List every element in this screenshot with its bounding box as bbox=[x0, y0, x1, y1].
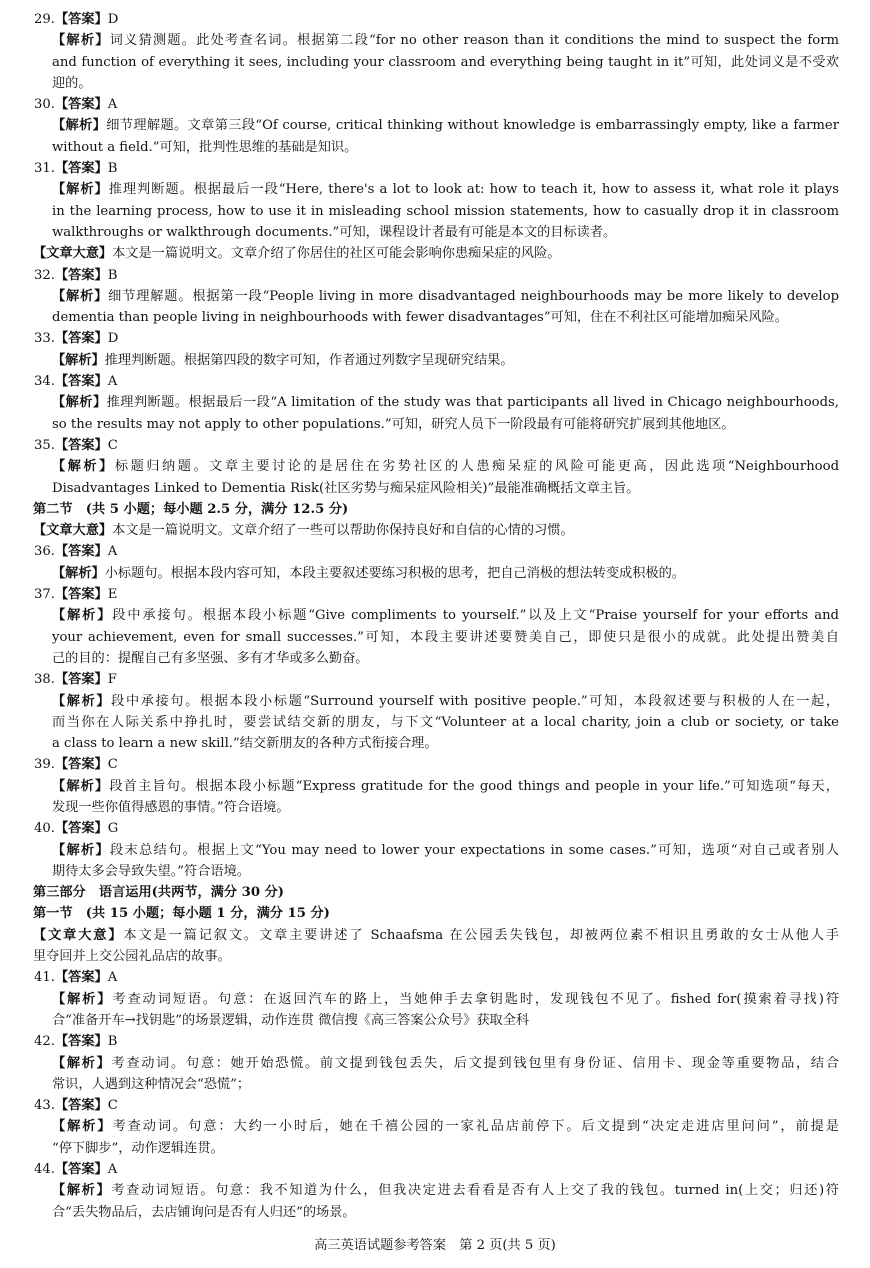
summary-label: 【文章大意】 bbox=[33, 523, 113, 539]
answer-label: 【答案】 bbox=[54, 1034, 108, 1050]
explanation-text: 考查动词短语。句意：在返回汽车的路上，当她伸手去拿钥匙时，发现钱包不见了。fished for(摸索着寻找)符 bbox=[112, 991, 839, 1007]
explanation-line bbox=[52, 1202, 839, 1223]
explanation-text: 合“丢失物品后，去店铺询问是否有人归还”的场景。 bbox=[52, 1204, 356, 1220]
explanation-text: 段末总结句。根据上文“You may need to lower your expectations in some cases.”可知，选项“对自己或者别人 bbox=[110, 842, 839, 858]
answer-line bbox=[33, 9, 839, 30]
answer-label: 【答案】 bbox=[54, 587, 108, 603]
answer-label: 【答案】 bbox=[54, 97, 108, 113]
answer-value: A bbox=[107, 374, 118, 390]
question-number: 31. bbox=[34, 161, 55, 177]
answer-line bbox=[33, 371, 839, 392]
question-number: 36. bbox=[34, 544, 55, 560]
explanation-line bbox=[52, 456, 839, 477]
answer-document bbox=[33, 9, 839, 1223]
explanation-text: 细节理解题。文章第三段“Of course, critical thinking without knowledge is embarrassingly empty, like a farmer bbox=[106, 118, 839, 134]
explanation-text: 迎的。 bbox=[52, 75, 92, 91]
answer-label: 【答案】 bbox=[54, 672, 108, 688]
explanation-text: 己的目的：提醒自己有多坚强、多有才华或多么勤奋。 bbox=[52, 650, 369, 666]
question-number: 38. bbox=[34, 672, 55, 688]
explanation-block bbox=[33, 456, 839, 499]
summary-line bbox=[33, 520, 839, 541]
answer-value: A bbox=[107, 970, 118, 986]
answer-value: C bbox=[107, 757, 118, 773]
explanation-line bbox=[52, 563, 839, 584]
explanation-line bbox=[52, 1074, 839, 1095]
explanation-block bbox=[33, 776, 839, 819]
explanation-block bbox=[33, 1053, 839, 1096]
question-number: 35. bbox=[34, 437, 55, 453]
explanation-block bbox=[33, 392, 839, 435]
question-number: 29. bbox=[34, 12, 55, 27]
explanation-line bbox=[52, 776, 839, 797]
answer-label: 【答案】 bbox=[54, 544, 108, 560]
explanation-text: 词义猜测题。此处考查名词。根据第二段“for no other reason than it conditions the mind to suspect the form bbox=[109, 33, 839, 49]
explanation-line bbox=[52, 691, 839, 712]
explanation-text: 而当你在人际关系中挣扎时，要尝试结交新的朋友，与下文“Volunteer at a local charity, join a club or society, or take bbox=[52, 714, 839, 730]
explanation-label: 【解析】 bbox=[52, 842, 111, 858]
answer-line bbox=[33, 94, 839, 115]
summary-block bbox=[33, 925, 839, 968]
answer-value: A bbox=[107, 544, 118, 560]
answer-value: D bbox=[107, 12, 119, 27]
answer-value: F bbox=[107, 672, 117, 688]
explanation-line bbox=[52, 222, 839, 243]
explanation-line bbox=[52, 1116, 839, 1137]
answer-value: B bbox=[107, 1034, 118, 1050]
answer-line bbox=[33, 584, 839, 605]
explanation-text: 合“准备开车→找钥匙”的场景逻辑，动作连贯 微信搜《高三答案公众号》获取全科 bbox=[52, 1012, 530, 1028]
answer-line bbox=[33, 435, 839, 456]
explanation-label: 【解析】 bbox=[52, 395, 107, 411]
explanation-label: 【解析】 bbox=[52, 565, 105, 581]
answer-label: 【答案】 bbox=[54, 1098, 108, 1114]
answer-value: C bbox=[107, 1098, 118, 1114]
explanation-text: 段中承接句。根据本段小标题“Surround yourself with positive people.”可知，本段叙述要与积极的人在一起， bbox=[111, 693, 839, 709]
explanation-line bbox=[52, 30, 839, 51]
answer-label: 【答案】 bbox=[54, 970, 108, 986]
explanation-text: 细节理解题。根据第一段“People living in more disadvantaged neighbourhoods may be more likely to develop bbox=[108, 288, 839, 304]
answer-line bbox=[33, 265, 839, 286]
answer-line bbox=[33, 1031, 839, 1052]
question-number: 39. bbox=[34, 757, 55, 773]
answer-label: 【答案】 bbox=[54, 437, 108, 453]
explanation-text: 推理判断题。根据最后一段“Here, there's a lot to look at: how to teach it, how to assess it, what role it plays bbox=[108, 182, 839, 198]
summary-line bbox=[33, 946, 839, 967]
question-number: 32. bbox=[34, 267, 55, 283]
explanation-line bbox=[52, 350, 839, 371]
explanation-text: 小标题句。根据本段内容可知，本段主要叙述要练习积极的思考，把自己消极的想法转变成积极的。 bbox=[104, 565, 685, 581]
summary-text: 里夺回并上交公园礼品店的故事。 bbox=[33, 949, 231, 965]
explanation-line bbox=[52, 286, 839, 307]
explanation-text: 段首主旨句。根据本段小标题“Express gratitude for the good things and people in your life.”可知选项“每天， bbox=[109, 778, 839, 794]
explanation-line bbox=[52, 478, 839, 499]
explanation-line bbox=[52, 1180, 839, 1201]
summary-label: 【文章大意】 bbox=[33, 246, 113, 262]
answer-label: 【答案】 bbox=[54, 821, 108, 837]
explanation-block bbox=[33, 691, 839, 755]
explanation-line bbox=[52, 414, 839, 435]
explanation-label: 【解析】 bbox=[52, 352, 105, 368]
explanation-text: so the results may not apply to other populations.”可知，研究人员下一阶段最有可能将研究扩展到其他地区。 bbox=[52, 416, 735, 432]
section-heading: 第二节 (共 5 小题；每小题 2.5 分，满分 12.5 分) bbox=[33, 501, 349, 517]
question-number: 40. bbox=[34, 821, 55, 837]
explanation-block bbox=[33, 989, 839, 1032]
question-number: 34. bbox=[34, 374, 55, 390]
summary-line bbox=[33, 243, 839, 264]
explanation-block bbox=[33, 1180, 839, 1223]
explanation-label: 【解析】 bbox=[52, 288, 109, 304]
answer-value: B bbox=[107, 267, 118, 283]
explanation-line bbox=[52, 179, 839, 200]
question-number: 33. bbox=[34, 331, 55, 347]
explanation-block bbox=[33, 179, 839, 243]
answer-value: A bbox=[107, 97, 118, 113]
explanation-text: 推理判断题。根据最后一段“A limitation of the study was that participants all lived in Chicago neighbourhoods, bbox=[106, 395, 839, 411]
answer-line bbox=[33, 754, 839, 775]
explanation-line bbox=[52, 989, 839, 1010]
explanation-label: 【解析】 bbox=[52, 459, 115, 475]
answer-value: E bbox=[107, 587, 118, 603]
explanation-text: 考查动词。句意：她开始恐慌。前文提到钱包丢失，后文提到钱包里有身份证、信用卡、现金等重要物品，结合 bbox=[111, 1055, 839, 1071]
answer-line bbox=[33, 1095, 839, 1116]
answer-line bbox=[33, 818, 839, 839]
explanation-line bbox=[52, 137, 839, 158]
explanation-line bbox=[52, 52, 839, 73]
explanation-text: “停下脚步”，动作逻辑连贯。 bbox=[52, 1140, 224, 1156]
question-number: 43. bbox=[34, 1098, 55, 1114]
explanation-line bbox=[52, 392, 839, 413]
answer-line bbox=[33, 1159, 839, 1180]
explanation-line bbox=[52, 648, 839, 669]
explanation-label: 【解析】 bbox=[52, 693, 112, 709]
answer-label: 【答案】 bbox=[54, 161, 108, 177]
explanation-text: 考查动词短语。句意：我不知道为什么，但我决定进去看看是否有人上交了我的钱包。turned in(上交；归还)符 bbox=[111, 1183, 839, 1199]
explanation-line bbox=[52, 115, 839, 136]
explanation-line bbox=[52, 201, 839, 222]
explanation-text: 发现一些你值得感恩的事情。”符合语境。 bbox=[52, 799, 290, 815]
explanation-line bbox=[52, 712, 839, 733]
explanation-block bbox=[33, 350, 839, 371]
explanation-block bbox=[33, 286, 839, 329]
explanation-text: 常识，人遇到这种情况会“恐慌”； bbox=[52, 1076, 251, 1092]
explanation-block bbox=[33, 115, 839, 158]
explanation-text: 期待太多会导致失望。”符合语境。 bbox=[52, 863, 250, 879]
answer-line bbox=[33, 328, 839, 349]
explanation-label: 【解析】 bbox=[52, 1055, 112, 1071]
explanation-label: 【解析】 bbox=[52, 608, 113, 624]
explanation-line bbox=[52, 307, 839, 328]
summary-text: 本文是一篇记叙文。文章主要讲述了 Schaafsma 在公园丢失钱包，却被两位素不相识且勇敢的女士从他人手 bbox=[123, 927, 839, 943]
question-number: 37. bbox=[34, 587, 55, 603]
answer-value: G bbox=[107, 821, 119, 837]
section-heading: 第三部分 语言运用(共两节，满分 30 分) bbox=[33, 885, 285, 901]
explanation-block bbox=[33, 840, 839, 883]
answer-line bbox=[33, 967, 839, 988]
answer-value: D bbox=[107, 331, 119, 347]
answer-line bbox=[33, 158, 839, 179]
answer-label: 【答案】 bbox=[54, 757, 108, 773]
explanation-block bbox=[33, 30, 839, 94]
explanation-line bbox=[52, 605, 839, 626]
explanation-line bbox=[52, 1010, 839, 1031]
explanation-label: 【解析】 bbox=[52, 33, 110, 49]
section-heading: 第一节 (共 15 小题；每小题 1 分，满分 15 分) bbox=[33, 906, 330, 922]
page-footer: 高三英语试题参考答案 第 2 页(共 5 页) bbox=[314, 1238, 556, 1253]
explanation-text: a class to learn a new skill.”结交新朋友的各种方式衔接合理。 bbox=[52, 736, 438, 752]
summary-text: 本文是一篇说明文。文章介绍了一些可以帮助你保持良好和自信的心情的习惯。 bbox=[112, 523, 574, 539]
answer-label: 【答案】 bbox=[54, 374, 108, 390]
explanation-text: Disadvantages Linked to Dementia Risk(社区劣势与痴呆症风险相关)”最能准确概括文章主旨。 bbox=[52, 480, 640, 496]
answer-label: 【答案】 bbox=[54, 267, 108, 283]
explanation-label: 【解析】 bbox=[52, 1183, 112, 1199]
explanation-label: 【解析】 bbox=[52, 118, 107, 134]
explanation-label: 【解析】 bbox=[52, 991, 113, 1007]
explanation-text: in the learning process, how to use it in misleading school mission statements, how to casually drop it in classroom bbox=[52, 203, 839, 219]
explanation-text: dementia than people living in neighbourhoods with fewer disadvantages”可知，住在不利社区可能增加痴呆风险。 bbox=[52, 310, 788, 326]
explanation-line bbox=[52, 73, 839, 94]
explanation-line bbox=[52, 1053, 839, 1074]
explanation-label: 【解析】 bbox=[52, 1119, 113, 1135]
explanation-text: 推理判断题。根据第四段的数字可知，作者通过列数字呈现研究结果。 bbox=[104, 352, 514, 368]
explanation-text: your achievement, even for small successes.”可知，本段主要讲述要赞美自己，即使只是很小的成就。此处提出赞美自 bbox=[52, 629, 839, 645]
explanation-label: 【解析】 bbox=[52, 778, 110, 794]
explanation-label: 【解析】 bbox=[52, 182, 109, 198]
answer-line bbox=[33, 669, 839, 690]
question-number: 30. bbox=[34, 97, 55, 113]
answer-label: 【答案】 bbox=[54, 331, 108, 347]
question-number: 42. bbox=[34, 1034, 55, 1050]
explanation-text: 段中承接句。根据本段小标题“Give compliments to yourself.”以及上文“Praise yourself for your efforts and bbox=[112, 608, 839, 624]
explanation-line bbox=[52, 733, 839, 754]
answer-label: 【答案】 bbox=[54, 12, 108, 27]
answer-label: 【答案】 bbox=[54, 1162, 108, 1178]
explanation-text: and function of everything it sees, including your classroom and everything being taught in it”可知，此处词义是不受欢 bbox=[52, 54, 839, 70]
summary-text: 本文是一篇说明文。文章介绍了你居住的社区可能会影响你患痴呆症的风险。 bbox=[112, 246, 561, 262]
explanation-block bbox=[33, 563, 839, 584]
explanation-line bbox=[52, 861, 839, 882]
question-number: 44. bbox=[34, 1162, 55, 1178]
explanation-line bbox=[52, 627, 839, 648]
summary-line bbox=[33, 925, 839, 946]
answer-value: A bbox=[107, 1162, 118, 1178]
question-number: 41. bbox=[34, 970, 55, 986]
explanation-line bbox=[52, 1138, 839, 1159]
summary-label: 【文章大意】 bbox=[33, 927, 124, 943]
answer-value: B bbox=[107, 161, 118, 177]
explanation-text: walkthroughs or walkthrough documents.”可知，课程设计者最有可能是本文的目标读者。 bbox=[52, 224, 617, 240]
answer-line bbox=[33, 541, 839, 562]
explanation-line bbox=[52, 797, 839, 818]
explanation-text: without a field.”可知，批判性思维的基础是知识。 bbox=[52, 139, 358, 155]
explanation-text: 考查动词。句意：大约一小时后，她在千禧公园的一家礼品店前停下。后文提到“决定走进店里问问”，前提是 bbox=[112, 1119, 839, 1135]
explanation-block bbox=[33, 605, 839, 669]
answer-value: C bbox=[107, 437, 118, 453]
explanation-text: 标题归纳题。文章主要讨论的是居住在劣势社区的人患痴呆症的风险可能更高，因此选项“Neighbourhood bbox=[114, 459, 839, 475]
explanation-line bbox=[52, 840, 839, 861]
explanation-block bbox=[33, 1116, 839, 1159]
